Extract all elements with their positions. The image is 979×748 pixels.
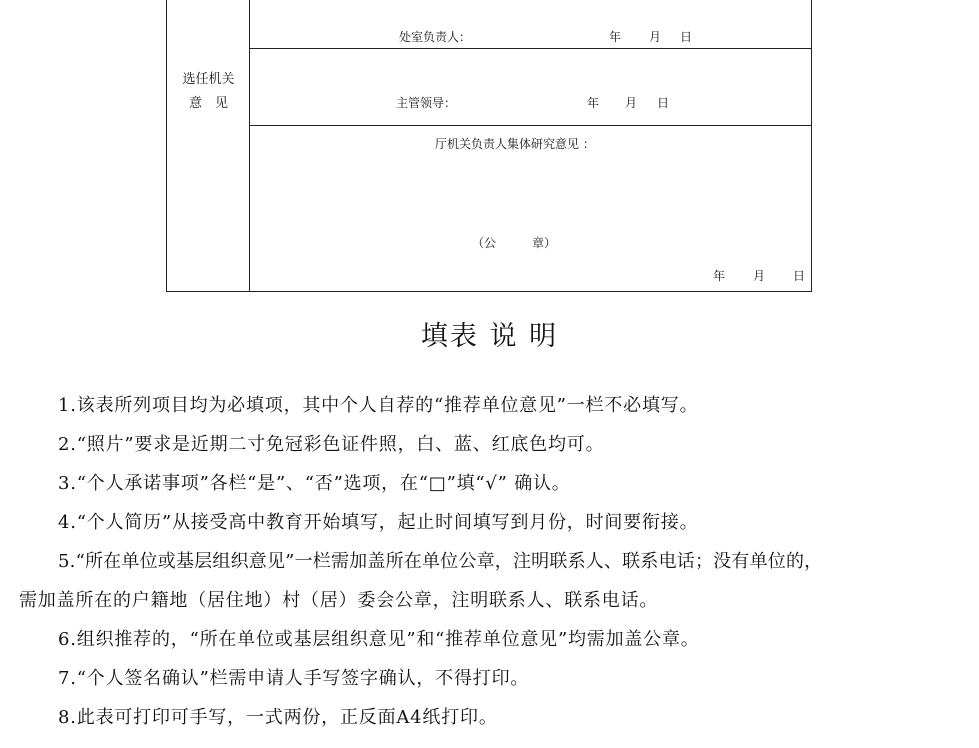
left-label-line2: 意 见 [188, 96, 228, 111]
row3-year: 年 [713, 269, 726, 283]
instruction-3: 3.“个人承诺事项”各栏“是”、“否”选项，在“□”填“√” 确认。 [58, 473, 571, 494]
row2-day: 日 [657, 96, 670, 110]
dept-head-label: 处室负责人： [399, 30, 472, 44]
instruction-2: 2.“照片”要求是近期二寸免冠彩色证件照，白、蓝、红底色均可。 [58, 434, 605, 455]
row1-month: 月 [649, 30, 662, 44]
row-divider-1 [250, 48, 811, 49]
row2-month: 月 [625, 96, 638, 110]
collective-opinion-label: 厅机关负责人集体研究意见 ： [435, 137, 595, 151]
left-label-column [167, 0, 250, 291]
row1-year: 年 [609, 30, 622, 44]
row-divider-2 [250, 125, 811, 126]
left-label-line1: 选任机关 [182, 72, 235, 87]
supervisor-label: 主管领导： [396, 96, 457, 110]
instructions-title: 填表 说 明 [420, 321, 559, 352]
instruction-4: 4.“个人简历”从接受高中教育开始填写，起止时间填写到月份，时间要衔接。 [58, 512, 699, 533]
instruction-1: 1.该表所列项目均为必填项，其中个人自荐的“推荐单位意见”一栏不必填写。 [58, 395, 699, 416]
instruction-8: 8.此表可打印可手写，一式两份，正反面A4纸打印。 [58, 707, 498, 728]
row3-month: 月 [753, 269, 766, 283]
instruction-6: 6.组织推荐的，“所在单位或基层组织意见”和“推荐单位意见”均需加盖公章。 [58, 629, 700, 650]
row3-day: 日 [793, 269, 806, 283]
instruction-7: 7.“个人签名确认”栏需申请人手写签字确认，不得打印。 [58, 668, 530, 689]
row1-day: 日 [680, 30, 693, 44]
row2-year: 年 [587, 96, 600, 110]
instruction-5-line2: 需加盖所在的户籍地（居住地）村（居）委会公章，注明联系人、联系电话。 [19, 590, 659, 611]
instruction-5-line1: 5.“所在单位或基层组织意见”一栏需加盖所在单位公章，注明联系人、联系电话；没有单位的， [58, 551, 823, 572]
approval-form-table [166, 0, 812, 292]
official-seal-placeholder: （公 章） [472, 236, 557, 250]
